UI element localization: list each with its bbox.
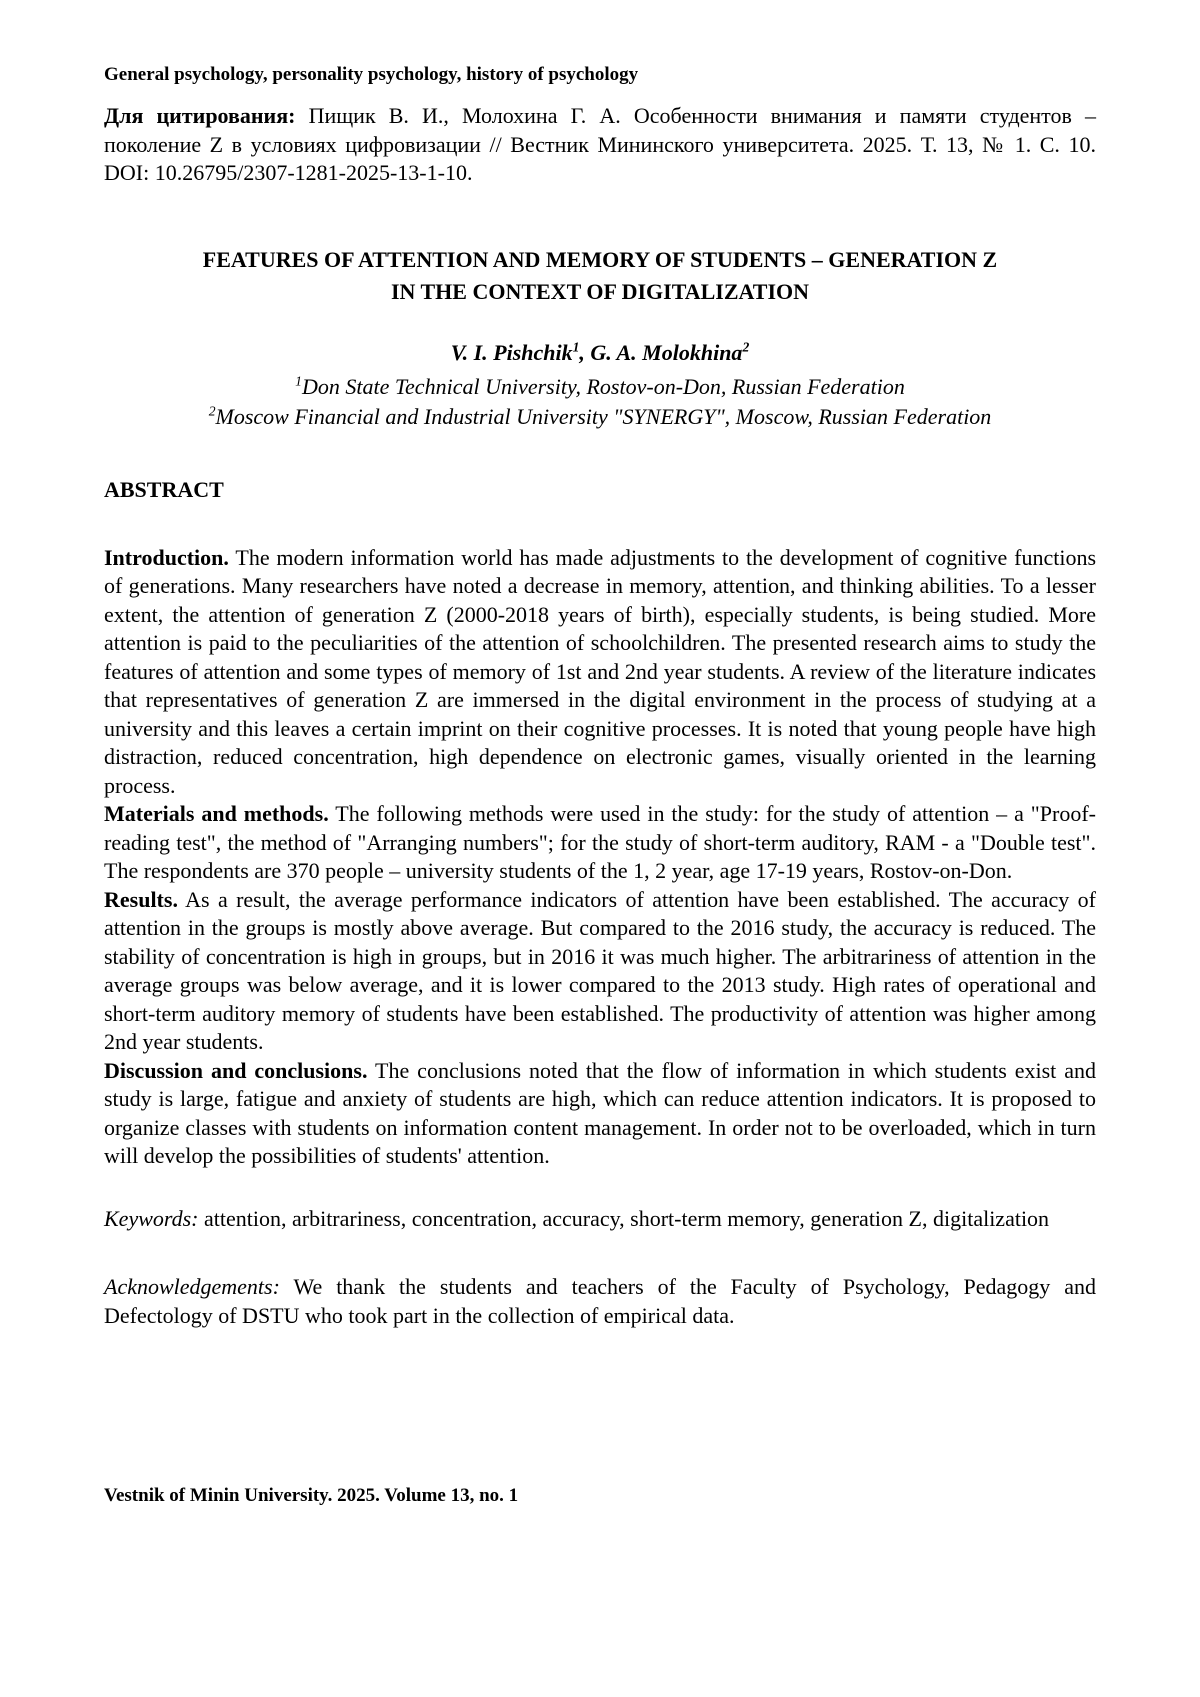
journal-footer: Vestnik of Minin University. 2025. Volume 13, no. 1 — [104, 1485, 519, 1506]
abstract-section-results-text: As a result, the average performance indicators of attention have been established. The accuracy of attention in the groups is mostly above average. But compared to the 2016 study, the accuracy is reduced. The stability of concentration is high in groups, but in 2016 it was much higher. The arbitrariness of attention in the average groups was below average, and it is lower compared to the 2013 study. High rates of operational and short-term auditory memory of students have been established. The productivity of attention was higher among 2nd year students. — [104, 886, 1097, 1054]
author-2-name: G. A. Molokhina — [590, 339, 743, 365]
running-header: General psychology, personality psychology, history of psychology — [104, 64, 639, 85]
abstract-heading: ABSTRACT — [104, 476, 224, 502]
affiliation-2-mark: 2 — [208, 403, 216, 419]
abstract-section-introduction — [104, 544, 1096, 801]
keywords-lead: Keywords: — [104, 1205, 199, 1231]
keywords-text: attention, arbitrariness, concentration, accuracy, short-term memory, generation Z, digitalization — [204, 1205, 1050, 1231]
keywords-paragraph — [104, 1205, 1096, 1234]
article-title-line2: IN THE CONTEXT OF DIGITALIZATION — [390, 278, 810, 304]
authors-line — [104, 338, 1096, 368]
affiliation-2 — [104, 402, 1096, 432]
acknowledgements-paragraph — [104, 1273, 1096, 1330]
citation-paragraph — [104, 102, 1096, 188]
acknowledgements-text: We thank the students and teachers of the Faculty of Psychology, Pedagogy and Defectology of DSTU who took part in the collection of empirical data. — [104, 1274, 1096, 1328]
acknowledgements-lead: Acknowledgements: — [104, 1274, 280, 1299]
abstract-section-introduction-text: The modern information world has made adjustments to the development of cognitive functions of generations. Many researchers have noted a decrease in memory, attention, and thinking abilities. To a lesser extent, the attention of generation Z (2000-2018 years of birth), especially students, is being studied. More attention is paid to the peculiarities of the attention of schoolchildren. The presented research aims to study the features of attention and some types of memory of 1st and 2nd year students. A review of the literature indicates that representatives of generation Z are immersed in the digital environment in the process of studying at a university and this leaves a certain imprint on their cognitive processes. It is noted that young people have high distraction, reduced concentration, high dependence on electronic games, visually oriented in the learning process. — [104, 544, 1097, 798]
abstract-section-discussion-conclusions-text: The conclusions noted that the flow of information in which students exist and study is large, fatigue and anxiety of students are high, which can reduce attention indicators. It is proposed to organize classes with students on information content management. In order not to be overloaded, which in turn will develop the possibilities of students' attention. — [104, 1057, 1096, 1168]
abstract-section-materials-methods-lead: Materials and methods. — [104, 801, 329, 826]
abstract-section-materials-methods-text: The following methods were used in the study: for the study of attention – a "Proof-reading test", the method of "Arranging numbers"; for the study of short-term auditory, RAM - a "Double test". The respondents are 370 people – university students of the 1, 2 year, age 17-19 years, Rostov-on-Don. — [104, 801, 1096, 883]
citation-text: Пищик В. И., Молохина Г. А. Особенности внимания и памяти студентов – поколение Z в условиях цифровизации // Вестник Мининского университета. 2025. Т. 13, № 1. С. 10. DOI: 10.26795/2307-1281-2025-13-1-10. — [104, 103, 1096, 185]
abstract-section-introduction-lead: Introduction. — [104, 544, 229, 570]
author-1-affiliation-mark: 1 — [572, 339, 580, 355]
author-1-name: V. I. Pishchik — [450, 339, 573, 365]
abstract-section-discussion-conclusions — [104, 1057, 1096, 1171]
abstract-section-results — [104, 886, 1096, 1057]
abstract-section-discussion-conclusions-lead: Discussion and conclusions. — [104, 1057, 368, 1083]
authors-separator: , — [579, 339, 585, 365]
article-title — [104, 244, 1096, 308]
affiliation-1-text: Don State Technical University, Rostov-on-Don, Russian Federation — [301, 373, 905, 399]
abstract-body — [104, 544, 1096, 1331]
abstract-section-materials-methods — [104, 800, 1096, 886]
affiliation-1-mark: 1 — [295, 373, 302, 389]
author-2-affiliation-mark: 2 — [742, 339, 750, 355]
affiliation-2-text: Moscow Financial and Industrial University "SYNERGY", Moscow, Russian Federation — [215, 403, 992, 429]
affiliation-1 — [104, 372, 1096, 402]
affiliations-block — [104, 372, 1096, 432]
citation-lead: Для цитирования: — [104, 103, 296, 128]
abstract-section-results-lead: Results. — [104, 886, 178, 912]
article-title-line1: FEATURES OF ATTENTION AND MEMORY OF STUDENTS – GENERATION Z — [202, 246, 998, 272]
